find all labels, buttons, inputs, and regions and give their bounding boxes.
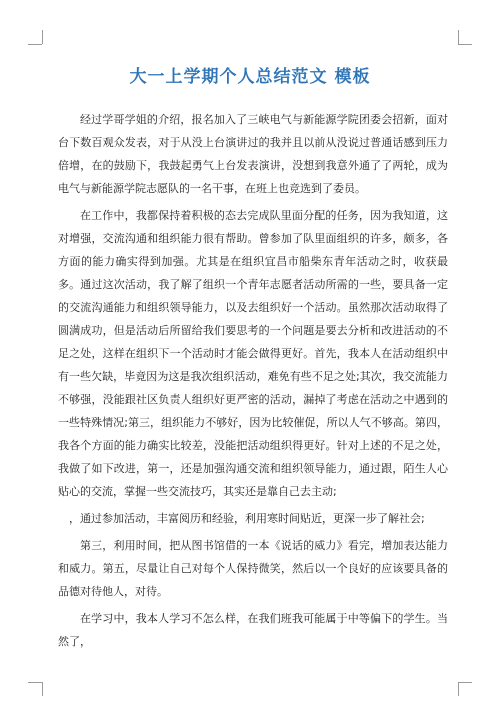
paragraph-activities: ，通过参加活动，丰富阅历和经验，利用寒时间贴近，更深一步了解社会; (69, 512, 425, 525)
paragraph-intro: 经过学哥学姐的介绍，报名加入了三峡电气与新能源学院团委会招新，面对台下数百观众发表，对于从没上台演讲过的我并且以前从没说过普通话感到压力倍增，在的鼓励下，我鼓起勇气上台发表演讲，没想到我意外通了了两轮，成为电气与新能源学院志愿队的一名干事，在班上也竞选到了委员。 (58, 113, 448, 195)
document-body (58, 108, 448, 657)
paragraph-study: 在学习中，我本人学习不怎么样，在我们班我可能属于中等偏下的学生。当然了， (58, 612, 448, 648)
document-title: 大一上学期个人总结范文 模板 (129, 67, 371, 87)
paragraph-reading: 第三，利用时间，把从图书馆借的一本《说话的威力》看完，增加表达能力和威力。第五，尽量让自己对每个人保持微笑，然后以一个良好的应该要具备的品德对待他人，对待。 (58, 539, 448, 598)
paragraph-work: 在工作中，我都保持着积极的态去完成队里面分配的任务，因为我知道，这对增强，交流沟通和组织能力很有帮助。曾参加了队里面组织的许多，颇多，各方面的能力确实得到加强。尤其是在组织宜昌市船柴东青年活动之时，收获最多。通过这次活动，我了解了组织一个青年志愿者活动所需的一些，要具备一定的交流沟通能力和组织领导能力，以及去组织好一个活动。虽然那次活动取得了圆满成功，但是活动后所留给我们要思考的一个问题是要去分析和改进活动的不足之处，这样在组织下一个活动时才能会做得更好。首先，我本人在活动组织中有一些欠缺，毕竟因为这是我次组织活动，难免有些不足之处;其次，我交流能力不够强，没能跟社区负责人组织好更严密的活动，漏掉了考虑在活动之中遇到的一些特殊情况;第三，组织能力不够好，因为比较催促，所以人气不够高。第四，我各个方面的能力确实比较差，没能把活动组织得更好。针对上述的不足之处，我做了如下改进，第一，还是加强沟通交流和组织领导能力，通过跟，陌生人心贴心的交流，掌握一些交流技巧，其实还是靠自己去主动; (58, 209, 448, 498)
